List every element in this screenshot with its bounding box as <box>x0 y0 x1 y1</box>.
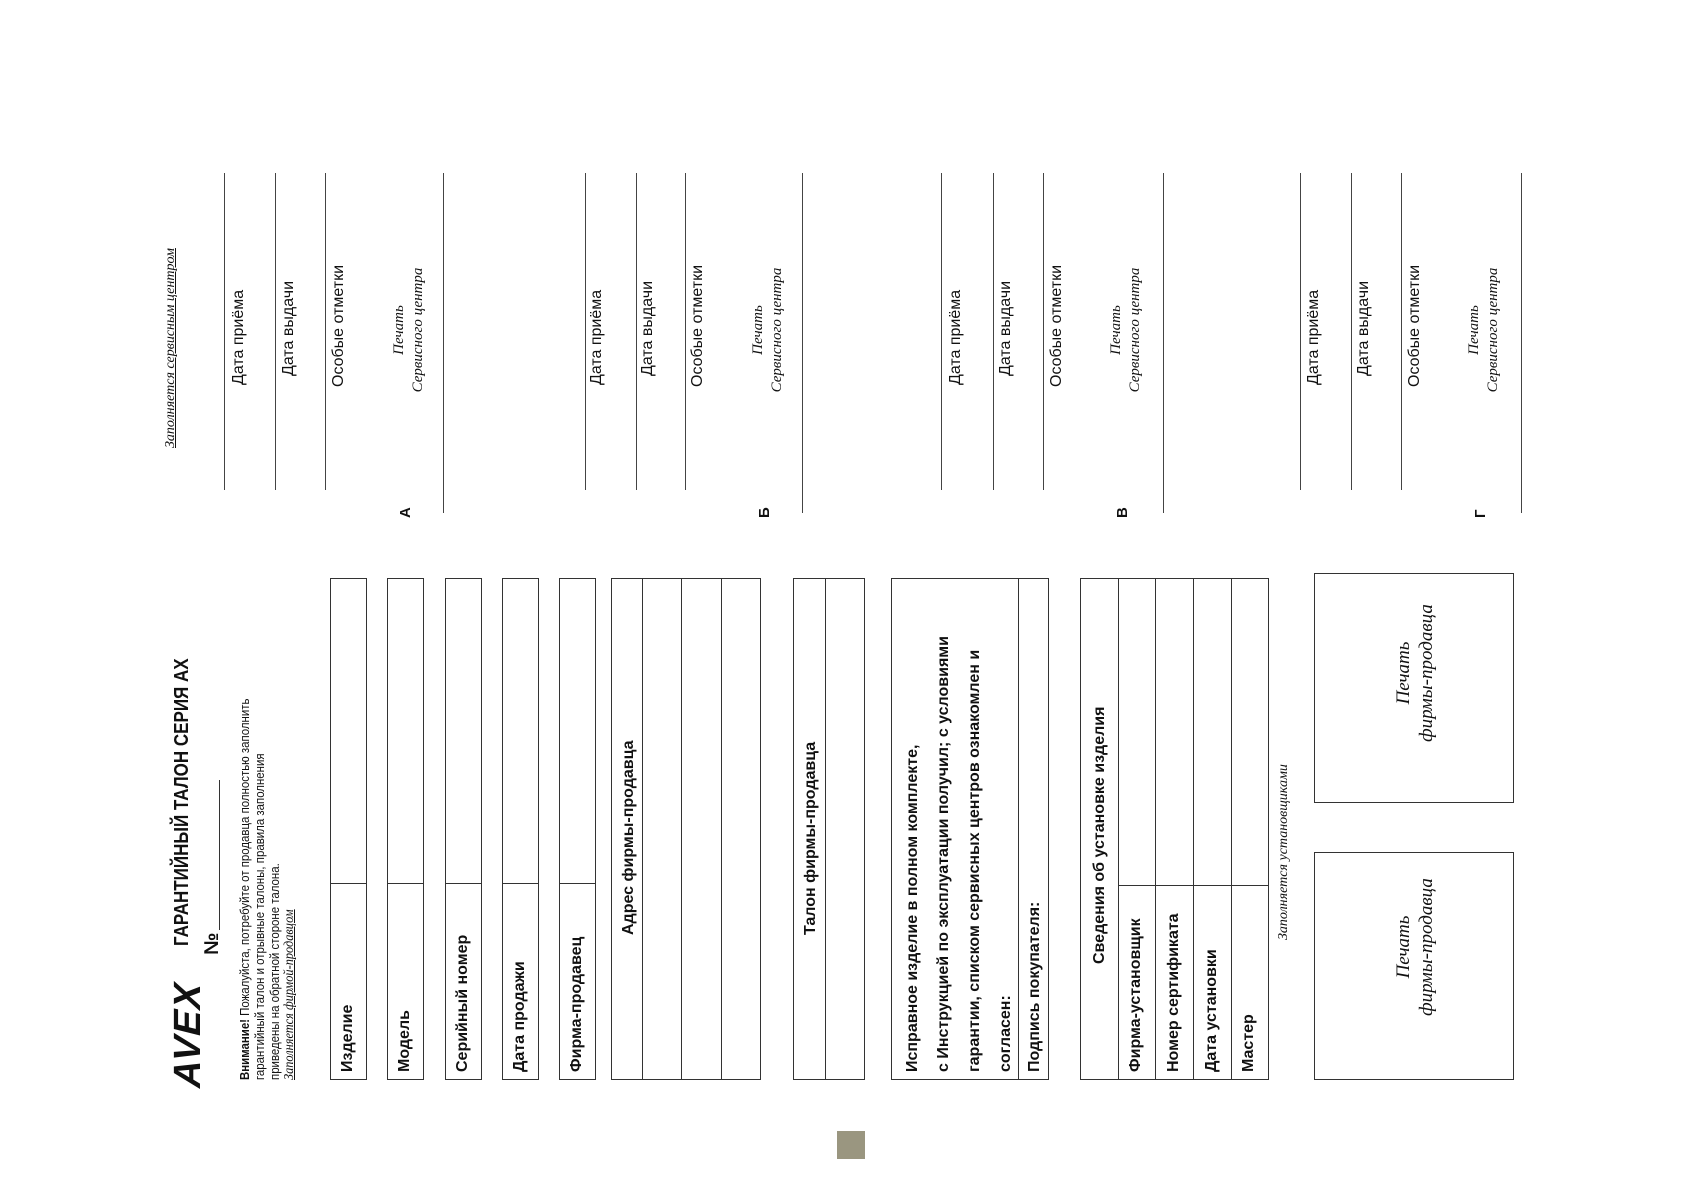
buyer-line2: с Инструкцией по эксплуатации получил; с условиями <box>935 636 952 1072</box>
seller-stamp-1: Печать фирмы-продавца <box>1393 878 1437 1016</box>
label-cert: Номер сертификата <box>1165 913 1182 1072</box>
notice <box>237 699 297 1080</box>
coupon-b-stamp: Печать Сервисного центра <box>750 267 785 393</box>
coupon-g-stamp: Печать Сервисного центра <box>1466 267 1501 393</box>
avex-logo: AVEX <box>167 977 209 1093</box>
label-seller-coupon: Талон фирмы-продавца <box>802 741 819 935</box>
coupon-v-letter: В <box>1114 507 1131 518</box>
label-installer: Фирма-установщик <box>1127 918 1144 1072</box>
notice-bold: Внимание! <box>237 1019 252 1080</box>
coupon-b-letter: Б <box>756 507 773 518</box>
page-marker <box>837 1131 865 1159</box>
notice-line3: приведены на обратной стороне талона. <box>267 863 282 1080</box>
label-install-date: Дата установки <box>1203 949 1220 1072</box>
coupon-g-letter: Г <box>1472 509 1489 518</box>
coupon-g-remarks: Особые отметки <box>1406 264 1423 387</box>
buyer-confirmation-text <box>897 636 1021 1072</box>
coupon-b-remarks: Особые отметки <box>689 264 706 387</box>
label-buyer-signature[interactable]: Подпись покупателя: <box>1026 901 1043 1072</box>
notice-line1: Пожалуйста, потребуйте от продавца полностью заполнить <box>237 698 252 1020</box>
label-model: Модель <box>396 1010 413 1072</box>
buyer-line1: Исправное изделие в полном комплекте, <box>904 744 921 1072</box>
field-model[interactable] <box>387 578 424 1080</box>
coupon-a-received: Дата приёма <box>230 289 247 385</box>
buyer-line4: согласен: <box>997 995 1014 1072</box>
coupon-v-stamp: Печать Сервисного центра <box>1108 267 1143 393</box>
coupon-g-issued: Дата выдачи <box>1355 280 1372 376</box>
coupon-v-remarks: Особые отметки <box>1048 264 1065 387</box>
label-serial: Серийный номер <box>454 934 471 1072</box>
label-seller-address: Адрес фирмы-продавца <box>620 740 637 935</box>
coupon-v-received: Дата приёма <box>947 289 964 385</box>
page-title: ГАРАНТИЙНЫЙ ТАЛОН СЕРИЯ АХ <box>171 658 193 946</box>
number-label: № <box>201 932 223 955</box>
label-master: Мастер <box>1240 1014 1257 1072</box>
install-title: Сведения об установке изделия <box>1091 706 1108 964</box>
coupon-v-issued: Дата выдачи <box>997 280 1014 376</box>
label-seller: Фирма-продавец <box>568 936 585 1072</box>
coupon-g-received: Дата приёма <box>1305 289 1322 385</box>
number-line <box>219 780 220 930</box>
coupon-a-issued: Дата выдачи <box>280 280 297 376</box>
label-product: Изделие <box>339 1004 356 1072</box>
label-sale-date: Дата продажи <box>511 961 528 1072</box>
seller-stamp-2: Печать фирмы-продавца <box>1393 604 1437 742</box>
coupon-a-remarks: Особые отметки <box>330 264 347 387</box>
coupon-a-letter: А <box>397 507 414 518</box>
installer-filled-note: Заполняется установщиками <box>1276 764 1291 940</box>
coupon-a-stamp: Печать Сервисного центра <box>391 267 426 393</box>
service-filled-note: Заполняется сервисным центром <box>163 248 178 448</box>
coupon-b-issued: Дата выдачи <box>639 280 656 376</box>
notice-line2: гарантийный талон и отрывные талоны, правила заполнения <box>252 753 267 1080</box>
coupon-b-received: Дата приёма <box>588 289 605 385</box>
seller-filled-note: Заполняется фирмой-продавцом <box>282 909 297 1080</box>
buyer-line3: гарантии, списком сервисных центров ознакомлен и <box>966 649 983 1072</box>
